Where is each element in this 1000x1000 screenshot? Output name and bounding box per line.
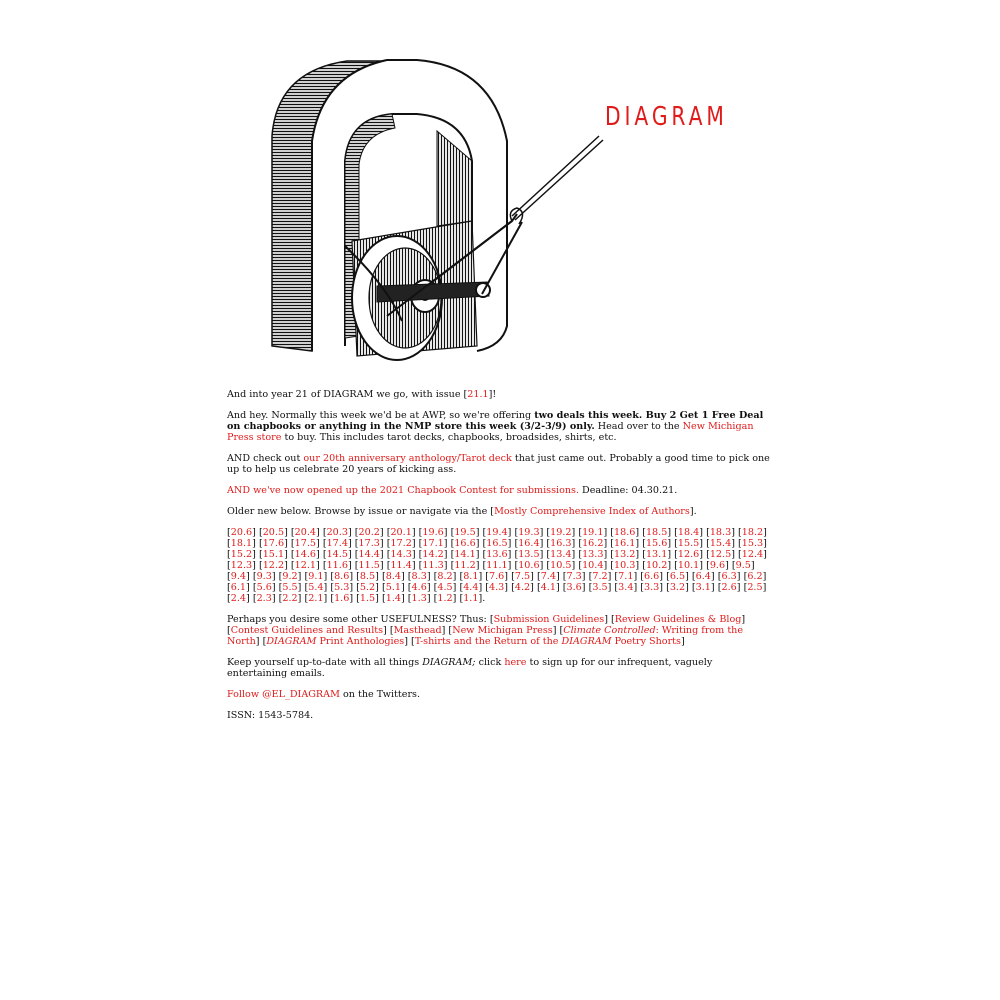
issue-link-17-2[interactable]: 17.2 — [390, 538, 412, 549]
issue-item: [7.6] — [485, 571, 509, 582]
issue-link-2-4[interactable]: 2.4 — [230, 593, 247, 604]
issue-item: [2.5] — [743, 582, 767, 593]
issue-link-8-5[interactable]: 8.5 — [359, 571, 376, 582]
issue-item: [4.3] — [485, 582, 509, 593]
issue-link-7-6[interactable]: 7.6 — [489, 571, 505, 582]
issue-item: [18.1] — [227, 538, 256, 549]
twitter-text: on the Twitters. — [339, 689, 421, 700]
issue-item: [14.4] — [354, 549, 384, 560]
awp-text: And hey. Normally this week we'd be at AWP, so we're offering — [227, 410, 535, 421]
issue-item: [8.5] — [356, 571, 379, 582]
climate-controlled-subtitle: : Writing from the North — [227, 625, 744, 647]
usefulness-intro: Perhaps you desire some other USEFULNESS? Thus: — [227, 614, 490, 625]
issue-item: [15.3] — [738, 538, 767, 549]
issue-link-9-2[interactable]: 9.2 — [282, 571, 298, 582]
issue-item: [14.2] — [418, 549, 448, 560]
issue-item: [2.4] — [227, 593, 250, 604]
issue-item: [19.3] — [514, 527, 544, 538]
issue-item: [12.1] — [290, 560, 320, 571]
older-paragraph — [227, 506, 773, 517]
print-anthologies-title: DIAGRAM — [266, 636, 317, 647]
issue-item: [17.5] — [290, 538, 320, 549]
issue-item: [20.6] — [227, 527, 256, 538]
issue-item: [16.3] — [546, 538, 576, 549]
issue-link-14-1[interactable]: 14.1 — [454, 549, 476, 560]
masthead-link[interactable]: Masthead — [393, 625, 442, 636]
issue-link-19-2[interactable]: 19.2 — [550, 527, 572, 538]
issue-link-3-2[interactable]: 3.2 — [669, 582, 686, 593]
issue-link-7-3[interactable]: 7.3 — [566, 571, 582, 582]
issue-item: [6.6] — [640, 571, 664, 582]
issue-item: [1.4] — [381, 593, 405, 604]
issue-item: [10.4] — [578, 560, 608, 571]
issue-item: [20.2] — [354, 527, 384, 538]
issue-link-12-2[interactable]: 12.2 — [262, 560, 285, 571]
older-text: Older new below. Browse by issue or navigate via the [ — [227, 506, 495, 517]
issue-link-16-2[interactable]: 16.2 — [582, 538, 604, 549]
issue-item: [20.3] — [322, 527, 352, 538]
issue-link-16-1[interactable]: 16.1 — [614, 538, 636, 549]
electromagnet-illustration — [227, 46, 627, 376]
issue-item: [17.6] — [258, 538, 288, 549]
newsletter-signup-link[interactable]: here — [504, 657, 527, 668]
site-wordmark[interactable]: DIAGRAM — [605, 102, 728, 132]
issue-item: [13.3] — [578, 549, 608, 560]
issue-item: [15.6] — [642, 538, 672, 549]
issue-link-8-1[interactable]: 8.1 — [463, 571, 479, 582]
issue-item: [8.3] — [407, 571, 431, 582]
contest-paragraph — [227, 485, 773, 496]
issue-link-15-6[interactable]: 15.6 — [645, 538, 668, 549]
issue-item: [9.4] — [227, 571, 250, 582]
issue-link-6-5[interactable]: 6.5 — [669, 571, 686, 582]
issue-item: [1.1]. — [459, 593, 486, 604]
issue-item: [6.3] — [717, 571, 741, 582]
issue-item: [3.2] — [666, 582, 689, 593]
issue-item: [10.5] — [546, 560, 576, 571]
newsletter-text-3: to sign up for our infrequent, vaguely entertaining emails. — [227, 657, 713, 679]
issue-link-4-5[interactable]: 4.5 — [437, 582, 453, 593]
issue-link-13-6[interactable]: 13.6 — [486, 549, 508, 560]
issue-item: [7.3] — [562, 571, 586, 582]
issue-item: [11.4] — [386, 560, 416, 571]
newsletter-text: Keep yourself up-to-date with all things — [227, 657, 423, 668]
issue-item: [18.5] — [642, 527, 672, 538]
issue-link-7-4[interactable]: 7.4 — [540, 571, 556, 582]
issue-link-1-5[interactable]: 1.5 — [359, 593, 376, 604]
issue-item: [5.6] — [252, 582, 276, 593]
issue-link-2-6[interactable]: 2.6 — [721, 582, 737, 593]
issue-item: [1.2] — [433, 593, 457, 604]
issue-link-16-6[interactable]: 16.6 — [454, 538, 476, 549]
issue-link-18-2[interactable]: 18.2 — [741, 527, 764, 538]
issue-item: [5.1] — [381, 582, 405, 593]
issue-link-1-2[interactable]: 1.2 — [437, 593, 453, 604]
issue-item: [14.1] — [450, 549, 480, 560]
issue-link-1-4[interactable]: 1.4 — [385, 593, 401, 604]
issue-link-5-2[interactable]: 5.2 — [359, 582, 376, 593]
awp-deal-bold: two deals this week. Buy 2 Get 1 Free Deal on chapbooks or anything in the NMP store this week (3/2-3/9) only. — [227, 410, 764, 432]
newsletter-text-2: click — [475, 657, 505, 668]
print-anthologies-link[interactable] — [266, 636, 404, 647]
issue-link-4-3[interactable]: 4.3 — [489, 582, 505, 593]
issue-link-7-5[interactable]: 7.5 — [514, 571, 531, 582]
issue-item: [19.5] — [450, 527, 480, 538]
issue-link-6-3[interactable]: 6.3 — [721, 571, 737, 582]
issue-item: [15.2] — [227, 549, 256, 560]
issue-item: [14.3] — [386, 549, 416, 560]
issue-item: [3.4] — [614, 582, 638, 593]
issue-link-4-2[interactable]: 4.2 — [514, 582, 531, 593]
issue-link-9-3[interactable]: 9.3 — [256, 571, 272, 582]
contest-guidelines-link[interactable]: Contest Guidelines and Results — [230, 625, 384, 636]
issue-link-15-5[interactable]: 15.5 — [677, 538, 700, 549]
issue-link-1-6[interactable]: 1.6 — [334, 593, 350, 604]
issue-item: [5.3] — [330, 582, 354, 593]
issue-link-2-3[interactable]: 2.3 — [256, 593, 272, 604]
issue-link-14-6[interactable]: 14.6 — [294, 549, 316, 560]
issue-link-1-1[interactable]: 1.1 — [463, 593, 479, 604]
issue-link-20-3[interactable]: 20.3 — [326, 527, 348, 538]
issue-item: [15.5] — [674, 538, 703, 549]
climate-controlled-title: Climate Controlled — [563, 625, 656, 636]
issue-item: [6.4] — [691, 571, 715, 582]
issue-link-5-3[interactable]: 5.3 — [334, 582, 350, 593]
issue-link-3-1[interactable]: 3.1 — [695, 582, 711, 593]
issue-item: [15.4] — [706, 538, 735, 549]
issue-link-3-4[interactable]: 3.4 — [618, 582, 634, 593]
issue-link-16-5[interactable]: 16.5 — [486, 538, 508, 549]
issue-item: [19.4] — [482, 527, 512, 538]
tshirts-text: T-shirts and the Return of the — [414, 636, 562, 647]
issue-item: [4.2] — [511, 582, 534, 593]
issue-link-10-5[interactable]: 10.5 — [550, 560, 572, 571]
issue-link-9-6[interactable]: 9.6 — [709, 560, 726, 571]
issue-link-14-5[interactable]: 14.5 — [326, 549, 348, 560]
issue-link-6-4[interactable]: 6.4 — [695, 571, 711, 582]
issue-list — [227, 527, 773, 604]
issue-link-13-3[interactable]: 13.3 — [582, 549, 604, 560]
issue-item: [1.5] — [356, 593, 379, 604]
issue-item: [11.2] — [450, 560, 480, 571]
issue-item: [17.4] — [322, 538, 352, 549]
issue-link-4-4[interactable]: 4.4 — [463, 582, 479, 593]
issue-link-12-5[interactable]: 12.5 — [709, 549, 732, 560]
issue-link-17-3[interactable]: 17.3 — [358, 538, 380, 549]
issue-item: [4.1] — [536, 582, 560, 593]
issue-link-17-4[interactable]: 17.4 — [326, 538, 348, 549]
submission-guidelines-link[interactable]: Submission Guidelines — [493, 614, 605, 625]
issue-link-15-2[interactable]: 15.2 — [230, 549, 253, 560]
issue-item: [13.2] — [610, 549, 640, 560]
issue-link-2-1[interactable]: 2.1 — [308, 593, 324, 604]
review-guidelines-link[interactable]: Review Guidelines & Blog — [614, 614, 742, 625]
issue-link-19-3[interactable]: 19.3 — [518, 527, 540, 538]
issue-item: [8.4] — [381, 571, 405, 582]
issue-item: [11.5] — [354, 560, 384, 571]
issue-link-14-2[interactable]: 14.2 — [422, 549, 444, 560]
issue-item: [9.6] — [706, 560, 729, 571]
issue-link-12-6[interactable]: 12.6 — [677, 549, 700, 560]
issue-item: [8.2] — [433, 571, 457, 582]
issue-link-20-2[interactable]: 20.2 — [358, 527, 380, 538]
issue-link-10-6[interactable]: 10.6 — [518, 560, 540, 571]
print-anthologies-rest: Print Anthologies — [316, 636, 405, 647]
twitter-paragraph — [227, 689, 773, 700]
issue-item: [13.5] — [514, 549, 544, 560]
contest-deadline: Deadline: 04.30.21. — [579, 485, 678, 496]
issue-link-16-4[interactable]: 16.4 — [518, 538, 540, 549]
issue-link-13-2[interactable]: 13.2 — [614, 549, 636, 560]
issue-item: [5.5] — [278, 582, 302, 593]
issue-item: [18.2] — [738, 527, 767, 538]
awp-paragraph — [227, 410, 773, 443]
issue-item: [2.3] — [252, 593, 276, 604]
issue-item: [14.6] — [290, 549, 320, 560]
issue-item: [7.4] — [536, 571, 560, 582]
issue-item: [1.6] — [330, 593, 354, 604]
issue-link-18-5[interactable]: 18.5 — [645, 527, 668, 538]
issue-link-2-2[interactable]: 2.2 — [282, 593, 298, 604]
issue-link-19-1[interactable]: 19.1 — [582, 527, 604, 538]
issue-link-20-1[interactable]: 20.1 — [390, 527, 412, 538]
issue-item: [2.6] — [717, 582, 741, 593]
issue-item: [9.1] — [304, 571, 328, 582]
issue-link-12-3[interactable]: 12.3 — [230, 560, 253, 571]
issue-link-17-1[interactable]: 17.1 — [422, 538, 444, 549]
issue-item: [11.1] — [482, 560, 512, 571]
issue-item: [12.5] — [706, 549, 735, 560]
issue-item: [7.5] — [511, 571, 534, 582]
issue-21-1-link[interactable]: 21.1 — [467, 389, 489, 400]
newsletter-paragraph — [227, 657, 773, 679]
intro-paragraph — [227, 389, 773, 400]
issue-link-19-6[interactable]: 19.6 — [422, 527, 444, 538]
issn: ISSN: 1543-5784. — [227, 710, 314, 721]
anthology-text: AND check out — [227, 453, 304, 464]
tshirts-link[interactable] — [415, 636, 681, 647]
issue-item: [11.3] — [418, 560, 448, 571]
issue-item: [11.6] — [322, 560, 352, 571]
issue-item: [12.2] — [258, 560, 288, 571]
issue-item: [20.5] — [258, 527, 288, 538]
issue-item: [10.6] — [514, 560, 544, 571]
issue-link-5-5[interactable]: 5.5 — [282, 582, 298, 593]
issue-item: [16.4] — [514, 538, 544, 549]
issue-item: [4.5] — [433, 582, 457, 593]
new-michigan-press-link[interactable]: New Michigan Press — [452, 625, 553, 636]
issue-item: [7.1] — [614, 571, 638, 582]
issue-link-12-4[interactable]: 12.4 — [741, 549, 764, 560]
issue-item: [12.6] — [674, 549, 703, 560]
anthology-link[interactable]: our 20th anniversary anthology/Tarot deck — [303, 453, 512, 464]
issue-link-11-3[interactable]: 11.3 — [422, 560, 444, 571]
issue-link-1-3[interactable]: 1.3 — [411, 593, 427, 604]
issue-item: [16.5] — [482, 538, 512, 549]
issue-item: [4.4] — [459, 582, 483, 593]
awp-text-2: Head over to the — [594, 421, 683, 432]
issue-item: [5.4] — [304, 582, 328, 593]
issue-item: [4.6] — [407, 582, 431, 593]
issue-item: [6.5] — [666, 571, 689, 582]
issue-item: [9.3] — [252, 571, 276, 582]
issue-link-6-6[interactable]: 6.6 — [644, 571, 660, 582]
issue-item: [9.5] — [731, 560, 755, 571]
issue-item: [6.2] — [743, 571, 767, 582]
intro-text-end: ]! — [488, 389, 497, 400]
issue-item: [14.5] — [322, 549, 352, 560]
issue-link-3-6[interactable]: 3.6 — [566, 582, 582, 593]
author-index-link[interactable]: Mostly Comprehensive Index of Authors — [494, 506, 690, 517]
issue-link-20-6[interactable]: 20.6 — [230, 527, 253, 538]
issue-item: [10.1] — [674, 560, 703, 571]
issue-link-17-6[interactable]: 17.6 — [262, 538, 285, 549]
issue-item: [5.2] — [356, 582, 379, 593]
issue-link-10-1[interactable]: 10.1 — [677, 560, 700, 571]
issue-link-19-5[interactable]: 19.5 — [454, 527, 476, 538]
issue-link-3-5[interactable]: 3.5 — [592, 582, 608, 593]
issue-link-5-1[interactable]: 5.1 — [385, 582, 401, 593]
issue-item: [2.2] — [278, 593, 302, 604]
issue-link-13-4[interactable]: 13.4 — [550, 549, 572, 560]
issue-link-14-4[interactable]: 14.4 — [358, 549, 380, 560]
issue-link-17-5[interactable]: 17.5 — [294, 538, 316, 549]
issue-item: [18.4] — [674, 527, 703, 538]
issue-item: [18.6] — [610, 527, 640, 538]
issue-item: [12.3] — [227, 560, 256, 571]
issue-item: [12.4] — [738, 549, 767, 560]
anthology-text-2: that just came out. Probably a good time to pick one up to help us celebrate 20 years of kicking ass. — [227, 453, 770, 475]
issue-item: [20.1] — [386, 527, 416, 538]
issue-link-18-4[interactable]: 18.4 — [677, 527, 700, 538]
issue-link-18-3[interactable]: 18.3 — [709, 527, 732, 538]
issue-item: [19.2] — [546, 527, 576, 538]
awp-text-3: to buy. This includes tarot decks, chapbooks, broadsides, shirts, etc. — [281, 432, 617, 443]
issue-item: [10.2] — [642, 560, 672, 571]
issue-item: [16.6] — [450, 538, 480, 549]
issue-item: [8.1] — [459, 571, 483, 582]
issue-item: [3.1] — [691, 582, 715, 593]
issue-item: [6.1] — [227, 582, 250, 593]
issue-item: [17.3] — [354, 538, 384, 549]
issue-link-8-3[interactable]: 8.3 — [411, 571, 427, 582]
issue-link-4-6[interactable]: 4.6 — [411, 582, 427, 593]
issue-item: [20.4] — [290, 527, 320, 538]
issue-item: [16.1] — [610, 538, 640, 549]
issue-link-6-2[interactable]: 6.2 — [747, 571, 763, 582]
header-illustration — [227, 46, 747, 376]
issue-item: [1.3] — [407, 593, 431, 604]
issue-link-15-3[interactable]: 15.3 — [741, 538, 764, 549]
issue-link-2-5[interactable]: 2.5 — [747, 582, 763, 593]
issue-link-11-2[interactable]: 11.2 — [454, 560, 476, 571]
issue-item: [19.6] — [418, 527, 448, 538]
issue-link-12-1[interactable]: 12.1 — [294, 560, 316, 571]
issue-link-13-1[interactable]: 13.1 — [645, 549, 668, 560]
issue-item: [3.5] — [588, 582, 612, 593]
issue-link-6-1[interactable]: 6.1 — [230, 582, 247, 593]
issue-item: [19.1] — [578, 527, 608, 538]
issue-item: [13.6] — [482, 549, 512, 560]
issue-item: [13.1] — [642, 549, 672, 560]
issue-link-15-1[interactable]: 15.1 — [262, 549, 285, 560]
issue-item: [15.1] — [258, 549, 288, 560]
twitter-follow-link[interactable]: Follow @EL_DIAGRAM — [227, 689, 340, 700]
issue-item: [9.2] — [278, 571, 302, 582]
issue-link-5-6[interactable]: 5.6 — [256, 582, 272, 593]
issue-item: [10.3] — [610, 560, 640, 571]
issue-link-13-5[interactable]: 13.5 — [518, 549, 540, 560]
issue-link-9-1[interactable]: 9.1 — [308, 571, 324, 582]
usefulness-paragraph: Perhaps you desire some other USEFULNESS? Thus: [Submission Guidelines] [Review Guidelines & Blog] [Contest Guidelines and Results] [Masthead] [New Michigan Press] [Climate Controlled: Writing from the North] [DIAGRAM Print Anthologies] [T-shirts and the Return of the DIAGRAM Poetry Shorts] — [227, 614, 746, 647]
issue-item: [3.3] — [640, 582, 664, 593]
issue-link-18-1[interactable]: 18.1 — [230, 538, 253, 549]
issue-link-4-1[interactable]: 4.1 — [540, 582, 556, 593]
issue-item: [2.1] — [304, 593, 328, 604]
issue-link-8-2[interactable]: 8.2 — [437, 571, 453, 582]
issue-link-9-5[interactable]: 9.5 — [735, 560, 751, 571]
intro-text: And into year 21 of DIAGRAM we go, with issue [ — [227, 389, 468, 400]
issue-item: [3.6] — [562, 582, 586, 593]
issue-link-11-6[interactable]: 11.6 — [326, 560, 348, 571]
issue-item: [16.2] — [578, 538, 608, 549]
issue-link-14-3[interactable]: 14.3 — [390, 549, 412, 560]
issue-item: [17.2] — [386, 538, 416, 549]
issue-link-11-4[interactable]: 11.4 — [390, 560, 412, 571]
issue-link-10-3[interactable]: 10.3 — [614, 560, 636, 571]
issue-link-15-4[interactable]: 15.4 — [709, 538, 732, 549]
issue-link-18-6[interactable]: 18.6 — [614, 527, 636, 538]
chapbook-contest-link[interactable]: AND we've now opened up the 2021 Chapbook Contest for submissions. — [227, 485, 579, 496]
issue-link-9-4[interactable]: 9.4 — [230, 571, 247, 582]
anthology-paragraph — [227, 453, 773, 475]
issue-item: [13.4] — [546, 549, 576, 560]
issue-link-11-1[interactable]: 11.1 — [486, 560, 508, 571]
issue-link-3-3[interactable]: 3.3 — [644, 582, 660, 593]
issue-item: [8.6] — [330, 571, 354, 582]
issue-item: [18.3] — [706, 527, 735, 538]
issue-item: [17.1] — [418, 538, 448, 549]
issue-link-8-6[interactable]: 8.6 — [334, 571, 350, 582]
issue-link-5-4[interactable]: 5.4 — [308, 582, 324, 593]
issue-link-7-1[interactable]: 7.1 — [618, 571, 634, 582]
main-content — [227, 389, 773, 731]
issue-link-8-4[interactable]: 8.4 — [385, 571, 401, 582]
issue-link-7-2[interactable]: 7.2 — [592, 571, 608, 582]
issue-link-20-5[interactable]: 20.5 — [262, 527, 285, 538]
newsletter-italic: DIAGRAM; — [422, 657, 476, 668]
issue-link-10-2[interactable]: 10.2 — [645, 560, 668, 571]
tshirts-text-end: Poetry Shorts — [611, 636, 681, 647]
older-text-2: ]. — [689, 506, 697, 517]
nmp-store-link[interactable]: New Michigan Press store — [227, 421, 754, 443]
issue-item: [7.2] — [588, 571, 612, 582]
issue-link-16-3[interactable]: 16.3 — [550, 538, 572, 549]
issue-link-11-5[interactable]: 11.5 — [358, 560, 380, 571]
tshirts-italic: DIAGRAM — [561, 636, 612, 647]
issue-link-20-4[interactable]: 20.4 — [294, 527, 316, 538]
issue-link-10-4[interactable]: 10.4 — [582, 560, 604, 571]
issue-link-19-4[interactable]: 19.4 — [486, 527, 508, 538]
